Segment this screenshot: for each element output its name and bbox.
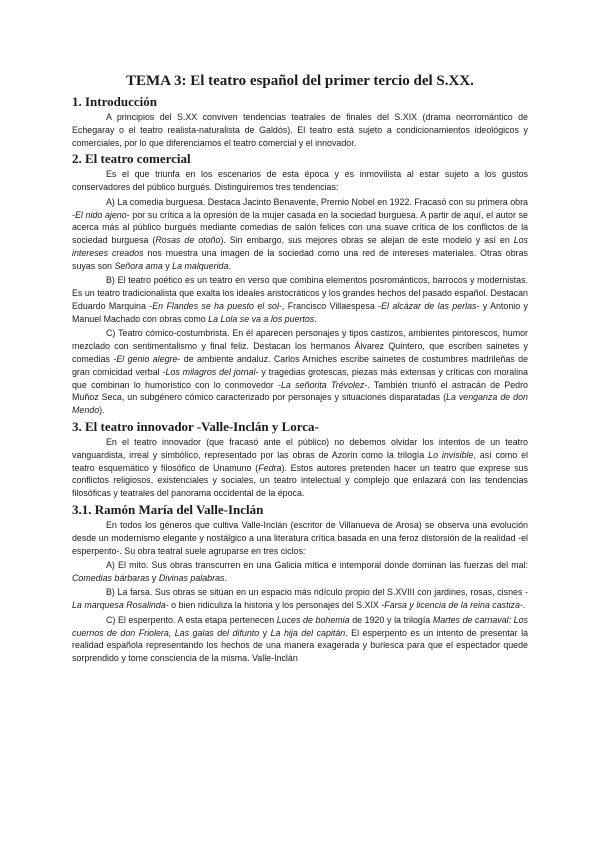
paragraph-la-farsa: B) La farsa. Sus obras se sitúan en un espacio más ridículo propio del S.XVIII con jardines, rosas, cisnes -La marquesa Rosalinda- o bien ridiculiza la historia y los personajes del S.XIX -Farsa y licencia de la reina castiza-. xyxy=(72,587,528,611)
paragraph-teatro-poetico: B) El teatro poético es un teatro en verso que combina elementos posrománticos, barrocos y modernistas. Es un teatro tradicionalista que exalta los ideales aristocráticos y los grandes hechos del pasado español. Destacan Eduardo Marquina -En Flandes se ha puesto el sol-, Francisco Villaespesa -El alcázar de las perlas- y Antonio y Manuel Machado con obras como La Lola se va a los puertos. xyxy=(72,275,528,324)
section-heading-valle-inclan: 3.1. Ramón María del Valle-Inclán xyxy=(72,501,264,517)
paragraph-comedia-burguesa: A) La comedia burguesa. Destaca Jacinto Benavente, Premio Nobel en 1922. Fracasó con su primera obra -El nido ajeno- por su crítica a la opresión de la mujer casada en la sociedad burguesa. A partir de aquí, el autor se acerca más al público burgués mediante comedias de salón felices con una suave crítica de los conflictos de la sociedad burguesa (Rosas de otoño). Sin embargo, sus mejores obras se alejan de este modelo y así en Los intereses creados nos muestra una imagen de la sociedad como una red de intereses materiales. Otras obras suyas son Señora ama y La malquerida. xyxy=(72,196,528,271)
paragraph-valle-intro: En todos los géneros que cultiva Valle-Inclán (escritor de Villanueva de Arosa) se observa una evolución desde un modernismo elegante y nostálgico a una literatura crítica basada en una feroz distorsión de la realidad -el esperpento-. Su obra teatral suele agruparse en tres ciclos: xyxy=(72,519,528,556)
document-page xyxy=(72,72,528,667)
section-heading-introduccion: 1. Introducción xyxy=(72,94,157,109)
paragraph-teatro-innovador: En el teatro innovador (que fracasó ante el público) no debemos olvidar los intentos de un teatro vanguardista, irreal y simbólico, representado por las obras de Azorín como la trilogía Lo invisible, así como el teatro esquemático y filosófico de Unamuno (Fedra). Estos autores pretenden hacer un teatro que exprese sus conflictos religiosos, existenciales y sociales, un teatro intelectual y complejo que enlazará con las tendencias filosóficas y teatrales del panorama occidental de la época. xyxy=(72,436,529,499)
paragraph-el-esperpento: C) El esperpento. A esta etapa pertenecen Luces de bohemia de 1920 y la trilogía Martes de carnaval: Los cuernos de don Friolera, Las galas del difunto y La hija del capitán. El esperpento es un intento de presentar la realidad española representando los hechos de una manera exagerada y burlesca para que el espectador quede sorprendido y tome consciencia de la misma. Valle-Inclán xyxy=(72,614,528,664)
page-title: TEMA 3: El teatro español del primer tercio del S.XX. xyxy=(126,73,474,89)
section-heading-teatro-innovador: 3. El teatro innovador -Valle-Inclán y Lorca- xyxy=(72,418,319,434)
section-heading-teatro-comercial: 2. El teatro comercial xyxy=(72,151,191,167)
paragraph-comercial-intro: Es el que triunfa en los escenarios de esta época y es inmovilista al estar sujeto a los gustos conservadores del público burgués. Distinguiremos tres tendencias: xyxy=(72,169,528,193)
paragraph-introduccion: A principios del S.XX conviven tendencias teatrales de finales del S.XIX (drama neorromántico de Echegaray o el teatro realista-naturalista de Galdós). El teatro está sujeto a condicionamientos ideológicos y comerciales, por lo que diferenciamos el teatro comercial y el innovador. xyxy=(72,112,528,148)
paragraph-comico-costumbrista: C) Teatro cómico-costumbrista. En él aparecen personajes y tipos castizos, ambientes pintorescos, humor mezclado con sentimentalismo y final feliz. Destacan los hermanos Álvarez Quintero, que escriben sainetes y comedias -El genio alegre- de ambiente andaluz. Carlos Arniches escribe sainetes de costumbres madrileñas de gran comicidad verbal -Los milagros del jornal- y tragedias grotescas, piezas más extensas y críticas con moralina que combinan lo humorístico con lo conmovedor -La señorita Trévolez-. También triunfó el astracán de Pedro Muñoz Seca, un subgénero cómico caracterizado por personajes y situaciones disparatadas (La venganza de don Mendo). xyxy=(72,328,529,416)
paragraph-el-mito: A) El mito. Sus obras transcurren en una Galicia mítica e intemporal donde dominan las fuerzas del mal: Comedias bárbaras y Divinas palabras. xyxy=(72,560,528,583)
